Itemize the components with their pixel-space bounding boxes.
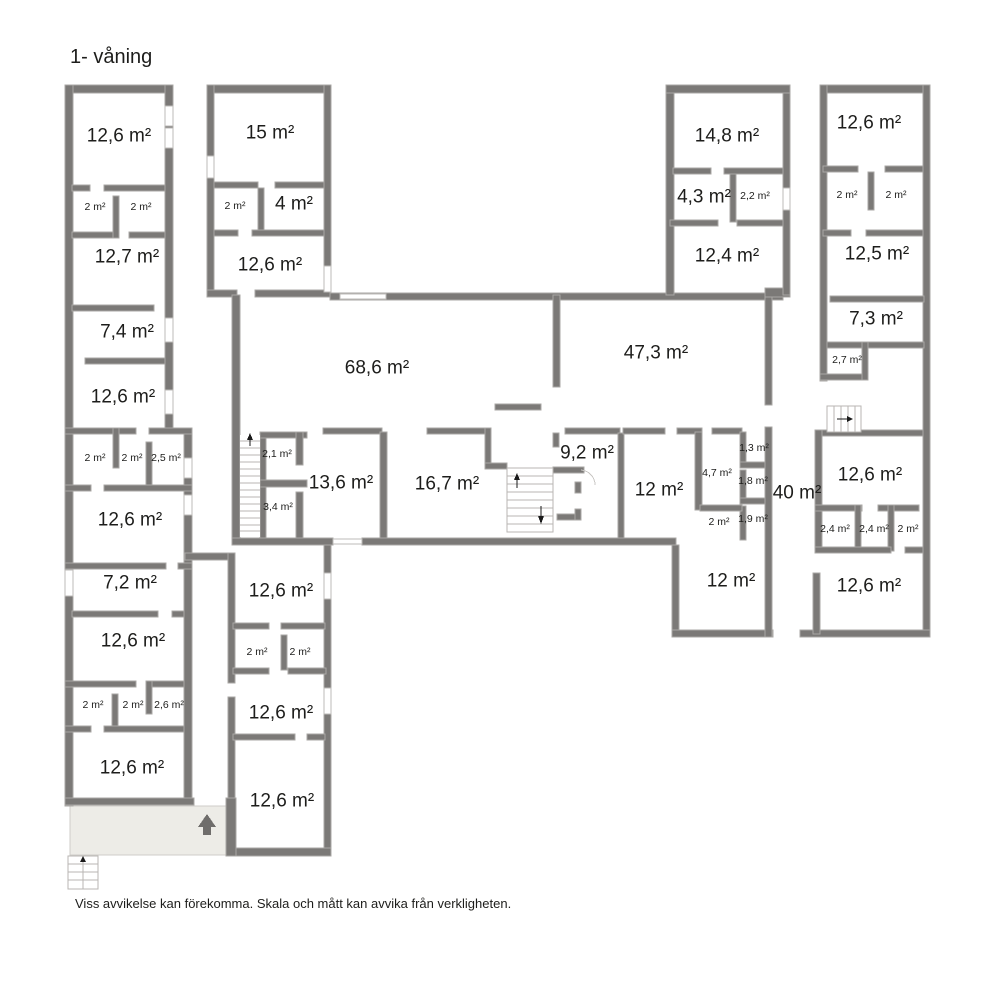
room-label: 2 m² bbox=[121, 451, 143, 464]
room-label: 1,8 m² bbox=[738, 474, 768, 487]
room-label: 12,6 m² bbox=[248, 580, 314, 602]
room-label: 12,6 m² bbox=[836, 575, 902, 597]
room-label: 2 m² bbox=[708, 515, 730, 528]
stairs-central bbox=[507, 468, 553, 532]
room-label: 4,7 m² bbox=[702, 466, 732, 479]
room-label: 2 m² bbox=[130, 200, 152, 213]
room-label: 2 m² bbox=[246, 645, 268, 658]
room-label: 2 m² bbox=[836, 188, 858, 201]
room-label: 12,6 m² bbox=[97, 509, 163, 531]
room-label: 12,6 m² bbox=[248, 702, 314, 724]
room-label: 12,6 m² bbox=[249, 790, 315, 812]
stairs-east bbox=[827, 406, 861, 432]
room-label: 7,4 m² bbox=[100, 321, 154, 343]
room-label: 15 m² bbox=[245, 122, 295, 144]
room-label: 2 m² bbox=[84, 200, 106, 213]
room-label: 2,2 m² bbox=[740, 189, 770, 202]
room-label: 9,2 m² bbox=[560, 442, 614, 464]
room-label: 40 m² bbox=[772, 482, 822, 504]
room-label: 12,7 m² bbox=[94, 246, 160, 268]
room-label: 16,7 m² bbox=[414, 473, 480, 495]
room-label: 2,1 m² bbox=[262, 447, 292, 460]
room-label: 2,4 m² bbox=[859, 522, 889, 535]
room-label: 7,2 m² bbox=[103, 572, 157, 594]
room-label: 2,5 m² bbox=[151, 451, 181, 464]
room-label: 2 m² bbox=[84, 451, 106, 464]
room-label: 2 m² bbox=[885, 188, 907, 201]
room-label: 4,3 m² bbox=[677, 186, 731, 208]
room-label: 12,4 m² bbox=[694, 245, 760, 267]
room-label: 12,6 m² bbox=[90, 386, 156, 408]
room-label: 12,6 m² bbox=[837, 464, 903, 486]
room-label: 2 m² bbox=[289, 645, 311, 658]
walls-east-wing bbox=[800, 85, 930, 637]
room-label: 14,8 m² bbox=[694, 125, 760, 147]
room-label: 68,6 m² bbox=[344, 357, 410, 379]
room-label: 4 m² bbox=[275, 193, 313, 215]
room-label: 2,4 m² bbox=[820, 522, 850, 535]
room-label: 12 m² bbox=[634, 479, 684, 501]
room-label: 12 m² bbox=[706, 570, 756, 592]
room-label: 7,3 m² bbox=[849, 308, 903, 330]
room-label: 2 m² bbox=[897, 522, 919, 535]
room-label: 12,6 m² bbox=[100, 630, 166, 652]
room-label: 2,6 m² bbox=[154, 698, 184, 711]
room-label: 13,6 m² bbox=[308, 472, 374, 494]
room-label: 12,6 m² bbox=[86, 125, 152, 147]
room-label: 12,5 m² bbox=[844, 243, 910, 265]
stairs-west bbox=[240, 433, 260, 537]
room-label: 3,4 m² bbox=[263, 500, 293, 513]
room-label: 2,7 m² bbox=[832, 353, 862, 366]
room-label: 12,6 m² bbox=[99, 757, 165, 779]
room-label: 2 m² bbox=[224, 199, 246, 212]
disclaimer-text: Viss avvikelse kan förekomma. Skala och mått kan avvika från verkligheten. bbox=[75, 896, 512, 911]
room-label: 1,3 m² bbox=[739, 441, 769, 454]
stairs-exterior bbox=[68, 856, 98, 889]
room-label: 12,6 m² bbox=[237, 254, 303, 276]
room-label: 1,9 m² bbox=[738, 512, 768, 525]
room-label: 12,6 m² bbox=[836, 112, 902, 134]
floor-title: 1- våning bbox=[70, 46, 153, 68]
room-label: 2 m² bbox=[122, 698, 144, 711]
room-label: 47,3 m² bbox=[623, 342, 689, 364]
room-label: 2 m² bbox=[82, 698, 104, 711]
